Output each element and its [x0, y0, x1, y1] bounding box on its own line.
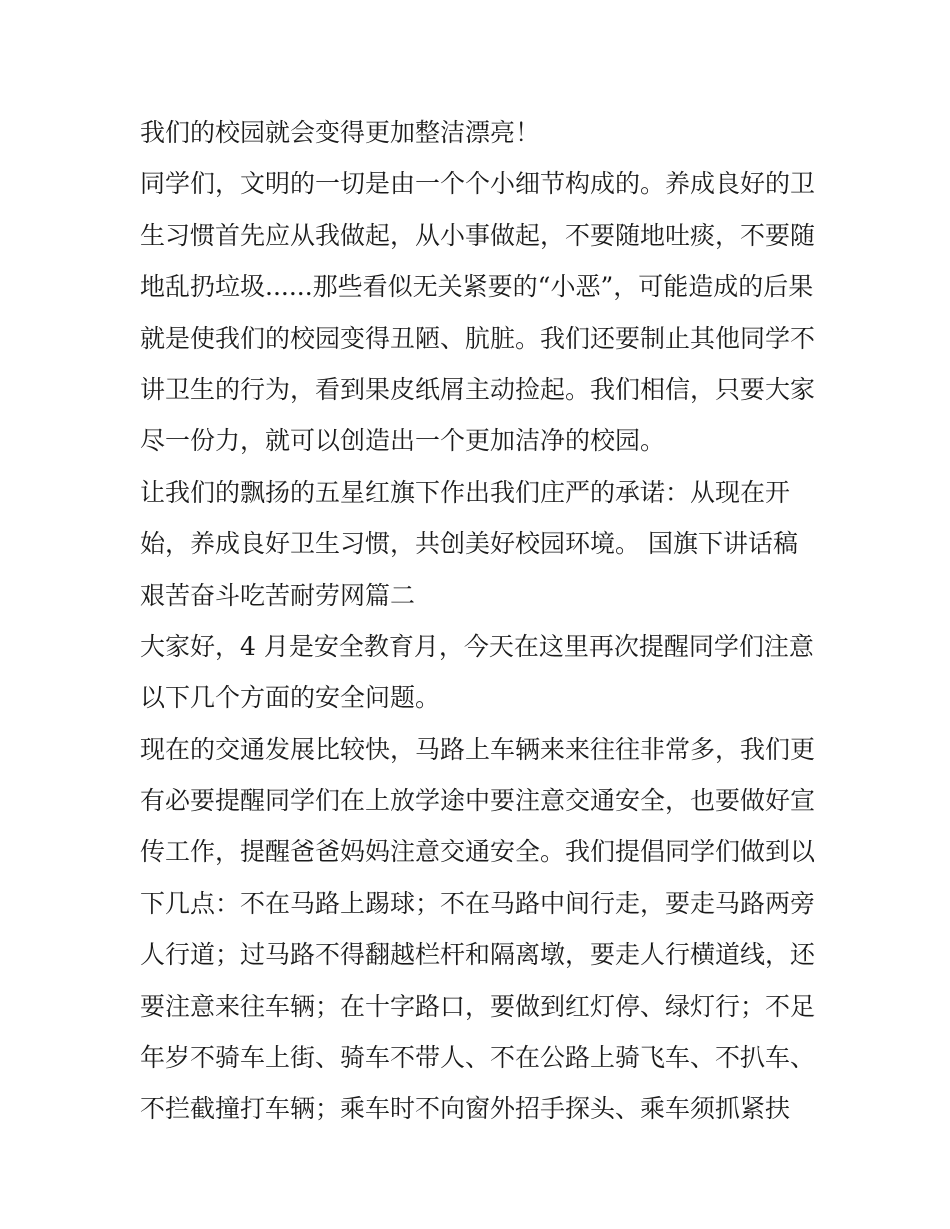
- text-line: 就是使我们的校园变得丑陋、肮脏。我们还要制止其他同学不: [140, 323, 816, 353]
- text-line: 讲卫生的行为，看到果皮纸屑主动捡起。我们相信，只要大家: [140, 374, 816, 404]
- text-line: 艰苦奋斗吃苦耐劳网篇二: [140, 580, 416, 610]
- document-body: [140, 107, 830, 1135]
- text-line: 生习惯首先应从我做起，从小事做起，不要随地吐痰，不要随: [140, 220, 816, 250]
- text-line: 同学们，文明的一切是由一个个小细节构成的。养成良好的卫: [140, 169, 816, 199]
- text-line: 尽一份力，就可以创造出一个更加洁净的校园。: [140, 426, 666, 456]
- text-line: 人行道；过马路不得翻越栏杆和隔离墩，要走人行横道线，还: [140, 940, 816, 970]
- text-line: 我们的校园就会变得更加整洁漂亮！: [140, 118, 541, 147]
- text-line: 以下几个方面的安全问题。: [140, 683, 441, 713]
- text-line: 现在的交通发展比较快，马路上车辆来来往往非常多，我们更: [140, 734, 816, 764]
- text-line: 不拦截撞打车辆；乘车时不向窗外招手探头、乘车须抓紧扶: [140, 1094, 791, 1124]
- text-line: 下几点：不在马路上踢球；不在马路中间行走，要走马路两旁: [140, 888, 816, 918]
- text-line: 让我们的飘扬的五星红旗下作出我们庄严的承诺：从现在开: [140, 477, 791, 507]
- text-line: 有必要提醒同学们在上放学途中要注意交通安全，也要做好宣: [140, 786, 816, 816]
- text-line: 传工作，提醒爸爸妈妈注意交通安全。我们提倡同学们做到以: [140, 837, 816, 867]
- text-line: 始，养成良好卫生习惯，共创美好校园环境。 国旗下讲话稿: [140, 529, 798, 559]
- text-line: 地乱扔垃圾......那些看似无关紧要的“小恶”，可能造成的后果: [140, 272, 814, 302]
- text-line: 大家好，4 月是安全教育月，今天在这里再次提醒同学们注意: [140, 631, 814, 661]
- text-line: 年岁不骑车上街、骑车不带人、不在公路上骑飞车、不扒车、: [140, 1043, 816, 1073]
- text-line: 要注意来往车辆；在十字路口，要做到红灯停、绿灯行；不足: [140, 991, 816, 1021]
